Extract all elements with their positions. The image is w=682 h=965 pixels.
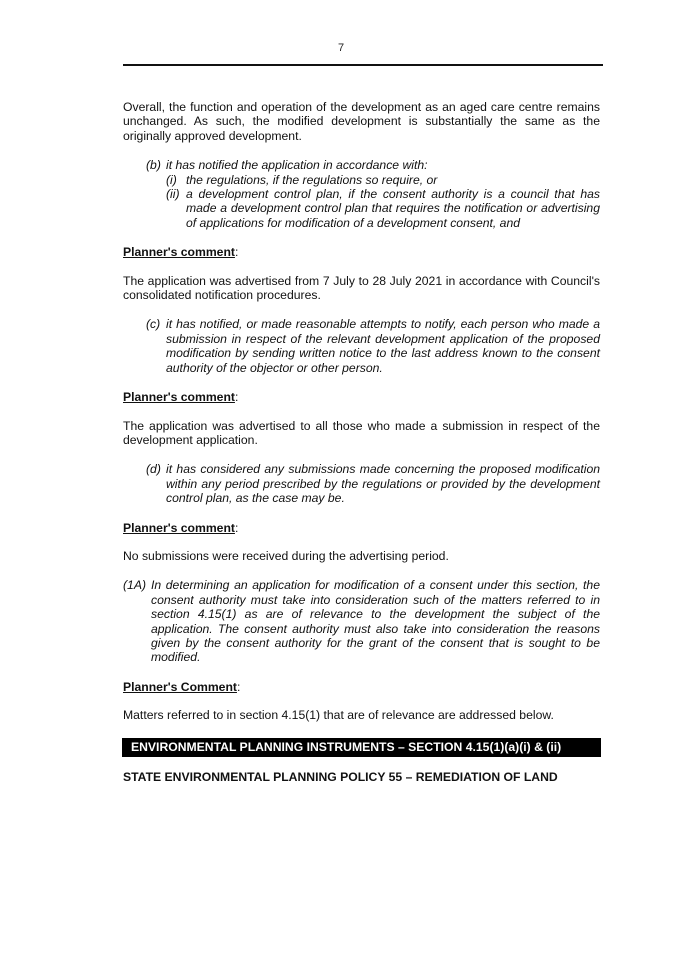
clause-label: (c) <box>146 317 161 332</box>
comment-heading-text: Planner's comment <box>123 245 235 260</box>
planner-comment-text: The application was advertised to all those who made a submission in respect of the development application. <box>123 418 600 447</box>
comment-heading-colon: : <box>236 679 241 694</box>
clause-text: it has notified the application in accordance with: <box>166 158 428 173</box>
comment-heading-text: Planner's Comment <box>123 679 237 694</box>
comment-heading-text: Planner's comment <box>123 390 235 405</box>
page-number: 7 <box>337 42 345 54</box>
document-body <box>123 100 600 784</box>
clause-text: it has considered any submissions made concerning the proposed modification within any period prescribed by the regulations or provided by the development control plan, as the case may be. <box>166 462 600 506</box>
subclause-label: (ii) <box>166 187 180 202</box>
comment-heading-colon: : <box>234 390 239 405</box>
clause-label: (b) <box>146 158 161 173</box>
clause-d <box>123 462 600 505</box>
comment-heading-text: Planner's comment <box>123 520 235 535</box>
section-heading-bar: ENVIRONMENTAL PLANNING INSTRUMENTS – SECTION 4.15(1)(a)(i) & (ii) <box>122 738 601 757</box>
planner-comment-heading <box>123 390 600 404</box>
planner-comment-heading <box>123 245 600 259</box>
policy-heading: STATE ENVIRONMENTAL PLANNING POLICY 55 – REMEDIATION OF LAND <box>123 769 558 784</box>
subclause-text: a development control plan, if the consent authority is a council that has made a development control plan that requires the notification or advertising of applications for modification of a development consent, and <box>186 187 600 230</box>
planner-comment-text: Matters referred to in section 4.15(1) that are of relevance are addressed below. <box>123 708 554 723</box>
subclause-i <box>123 173 600 187</box>
clause-1a <box>123 578 600 664</box>
clause-b <box>123 158 600 172</box>
clause-label: (1A) <box>123 578 147 593</box>
clause-c <box>123 317 600 375</box>
comment-heading-colon: : <box>234 520 239 535</box>
clause-text: it has notified, or made reasonable attempts to notify, each person who made a submission in respect of the relevant development application of the proposed modification by sending written notice to the last address known to the consent authority of the objector or other person. <box>166 317 600 375</box>
clause-label: (d) <box>146 462 161 477</box>
planner-comment-text: No submissions were received during the advertising period. <box>123 548 449 563</box>
subclause-text: the regulations, if the regulations so require, or <box>186 172 438 187</box>
clause-text: In determining an application for modification of a consent under this section, the consent authority must take into consideration such of the matters referred to in section 4.15(1) as are of relevance to the development the subject of the application. The consent authority must also take into consideration the reasons given by the consent authority for the grant of the consent that is sought to be modified. <box>151 578 600 665</box>
planner-comment-heading <box>123 680 600 694</box>
planner-comment-heading <box>123 521 600 535</box>
subclause-ii <box>123 187 600 230</box>
subclause-label: (i) <box>166 172 177 187</box>
header-divider <box>123 64 603 66</box>
intro-paragraph: Overall, the function and operation of the development as an aged care centre remains unchanged. As such, the modified development is substantially the same as the originally approved development. <box>123 100 600 143</box>
comment-heading-colon: : <box>234 245 239 260</box>
planner-comment-text: The application was advertised from 7 July to 28 July 2021 in accordance with Council's consolidated notification procedures. <box>123 273 600 303</box>
